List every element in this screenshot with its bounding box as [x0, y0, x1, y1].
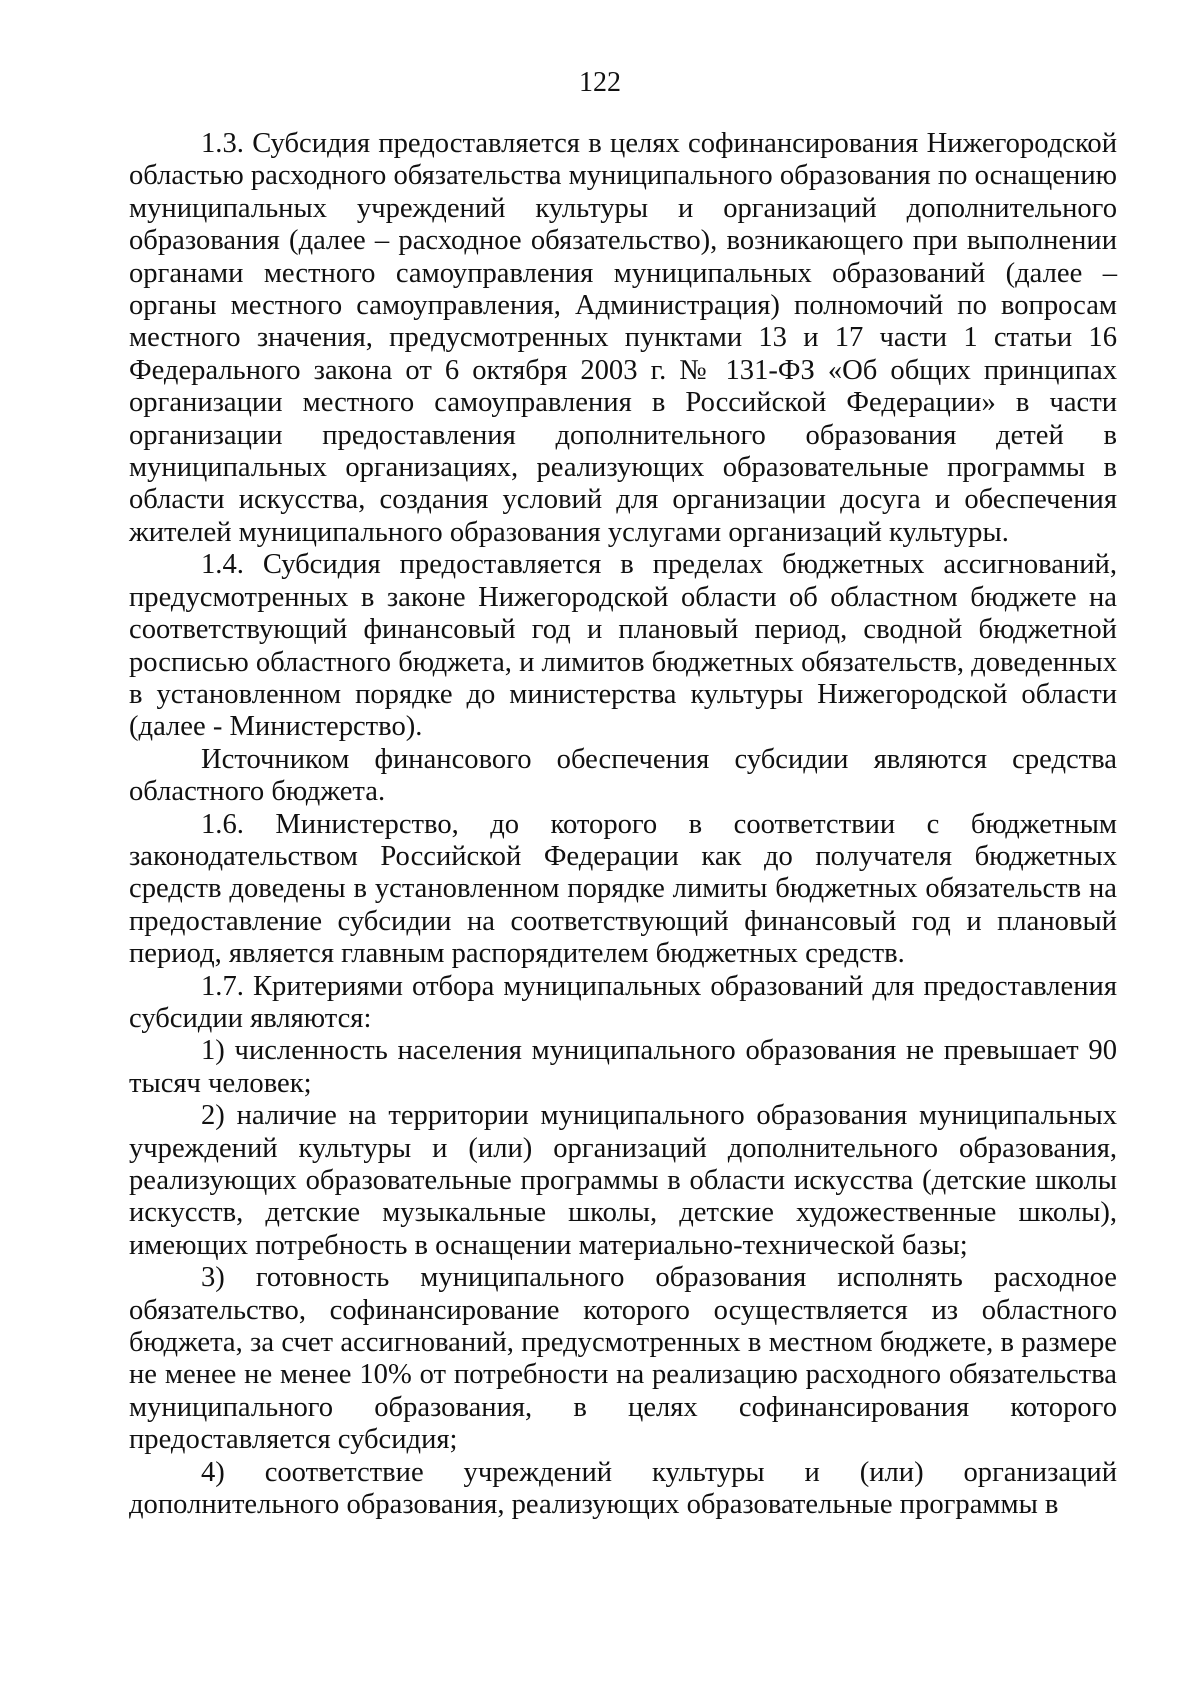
page-number: 122	[579, 67, 621, 98]
criterion-3: 3) готовность муниципального образования исполнять расходное обязательство, софинансирование которого осуществляется из областного бюджета, за счет ассигнований, предусмотренных в местном бюджете, в размере не менее не менее 10% от потребности на реализацию расходного обязательства муниципального образования, в целях софинансирования которого предоставляется субсидия;	[129, 1262, 1117, 1456]
criterion-4: 4) соответствие учреждений культуры и (или) организаций дополнительного образования, реализующих образовательные программы в	[129, 1456, 1117, 1521]
paragraph-funding-source: Источником финансового обеспечения субсидии являются средства областного бюджета.	[129, 743, 1117, 808]
document-body	[129, 128, 1117, 1521]
paragraph-1-6: 1.6. Министерство, до которого в соответствии с бюджетным законодательством Российской Федерации как до получателя бюджетных средств доведены в установленном порядке лимиты бюджетных обязательств на предоставление субсидии на соответствующий финансовый год и плановый период, является главным распорядителем бюджетных средств.	[129, 808, 1117, 970]
paragraph-1-3: 1.3. Субсидия предоставляется в целях софинансирования Нижегородской областью расходного обязательства муниципального образования по оснащению муниципальных учреждений культуры и организаций дополнительного образования (далее – расходное обязательство), возникающего при выполнении органами местного самоуправления муниципальных образований (далее – органы местного самоуправления, Администрация) полномочий по вопросам местного значения, предусмотренных пунктами 13 и 17 части 1 статьи 16 Федерального закона от 6 октября 2003 г. № 131-ФЗ «Об общих принципах организации местного самоуправления в Российской Федерации» в части организации предоставления дополнительного образования детей в муниципальных организациях, реализующих образовательные программы в области искусства, создания условий для организации досуга и обеспечения жителей муниципального образования услугами организаций культуры.	[129, 128, 1117, 548]
criterion-1: 1) численность населения муниципального образования не превышает 90 тысяч человек;	[129, 1035, 1117, 1099]
paragraph-1-4: 1.4. Субсидия предоставляется в пределах бюджетных ассигнований, предусмотренных в законе Нижегородской области об областном бюджете на соответствующий финансовый год и плановый период, сводной бюджетной росписью областного бюджета, и лимитов бюджетных обязательств, доведенных в установленном порядке до министерства культуры Нижегородской области (далее - Министерство).	[129, 549, 1117, 743]
paragraph-1-7: 1.7. Критериями отбора муниципальных образований для предоставления субсидии являются:	[129, 970, 1117, 1034]
criterion-2: 2) наличие на территории муниципального образования муниципальных учреждений культуры и (или) организаций дополнительного образования, реализующих образовательные программы в области искусства (детские школы искусств, детские музыкальные школы, детские художественные школы), имеющих потребность в оснащении материально-технической базы;	[129, 1100, 1117, 1261]
